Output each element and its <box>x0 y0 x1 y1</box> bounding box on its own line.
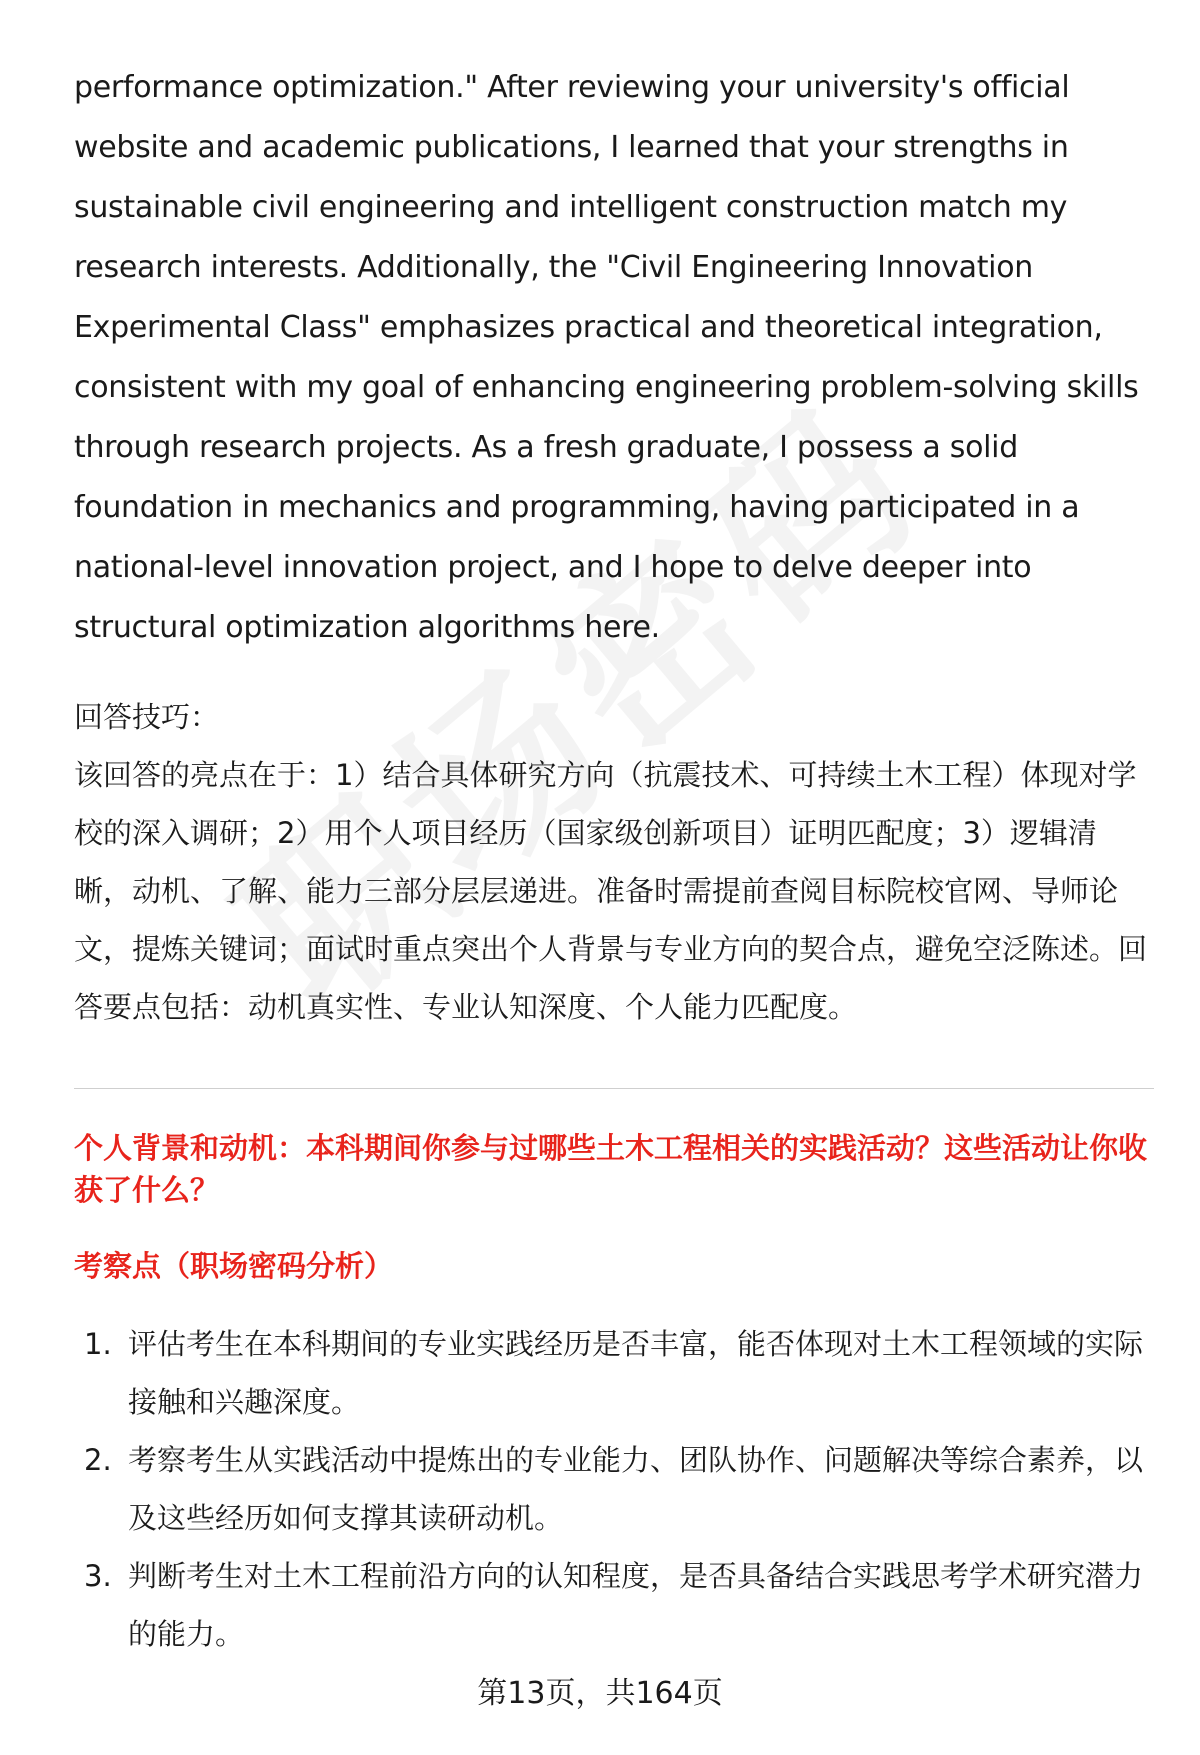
list-item <box>74 1547 1154 1663</box>
list-item-text: 判断考生对土木工程前沿方向的认知程度，是否具备结合实践思考学术研究潜力的能力。 <box>128 1559 1144 1651</box>
list-item <box>74 1315 1154 1431</box>
intro-paragraph: performance optimization." After reviewing your university's official website and academic publications, I learned that your strengths in sustainable civil engineering and intelligent construction match my research interests. Additionally, the "Civil Engineering Innovation Experimental Class" emphasizes practical and theoretical integration, consistent with my goal of enhancing engineering problem-solving skills through research projects. As a fresh graduate, I possess a solid foundation in mechanics and programming, having participated in a national-level innovation project, and I hope to delve deeper into structural optimization algorithms here. <box>74 70 1139 645</box>
tips-body: 该回答的亮点在于：1）结合具体研究方向（抗震技术、可持续土木工程）体现对学校的深入调研；2）用个人项目经历（国家级创新项目）证明匹配度；3）逻辑清晰，动机、了解、能力三部分层层递进。准备时需提前查阅目标院校官网、导师论文，提炼关键词；面试时重点突出个人背景与专业方向的契合点，避免空泛陈述。回答要点包括：动机真实性、专业认知深度、个人能力匹配度。 <box>74 758 1148 1024</box>
list-item <box>74 1431 1154 1547</box>
section-divider <box>74 1088 1154 1089</box>
list-item-text: 评估考生在本科期间的专业实践经历是否丰富，能否体现对土木工程领域的实际接触和兴趣深度。 <box>128 1327 1144 1419</box>
question-heading: 个人背景和动机：本科期间你参与过哪些土木工程相关的实践活动？这些活动让你收获了什么？ <box>74 1131 1148 1207</box>
list-item-number: 3. <box>84 1559 112 1593</box>
analysis-points-list <box>74 1315 1154 1663</box>
analysis-subheading: 考察点（职场密码分析） <box>74 1249 394 1283</box>
list-item-number: 2. <box>84 1443 112 1477</box>
tips-title: 回答技巧： <box>74 700 220 734</box>
list-item-number: 1. <box>84 1327 112 1361</box>
list-item-text: 考察考生从实践活动中提炼出的专业能力、团队协作、问题解决等综合素养，以及这些经历如何支撑其读研动机。 <box>128 1443 1144 1535</box>
document-page <box>74 58 1154 1663</box>
page-number: 第13页，共164页 <box>477 1676 723 1711</box>
